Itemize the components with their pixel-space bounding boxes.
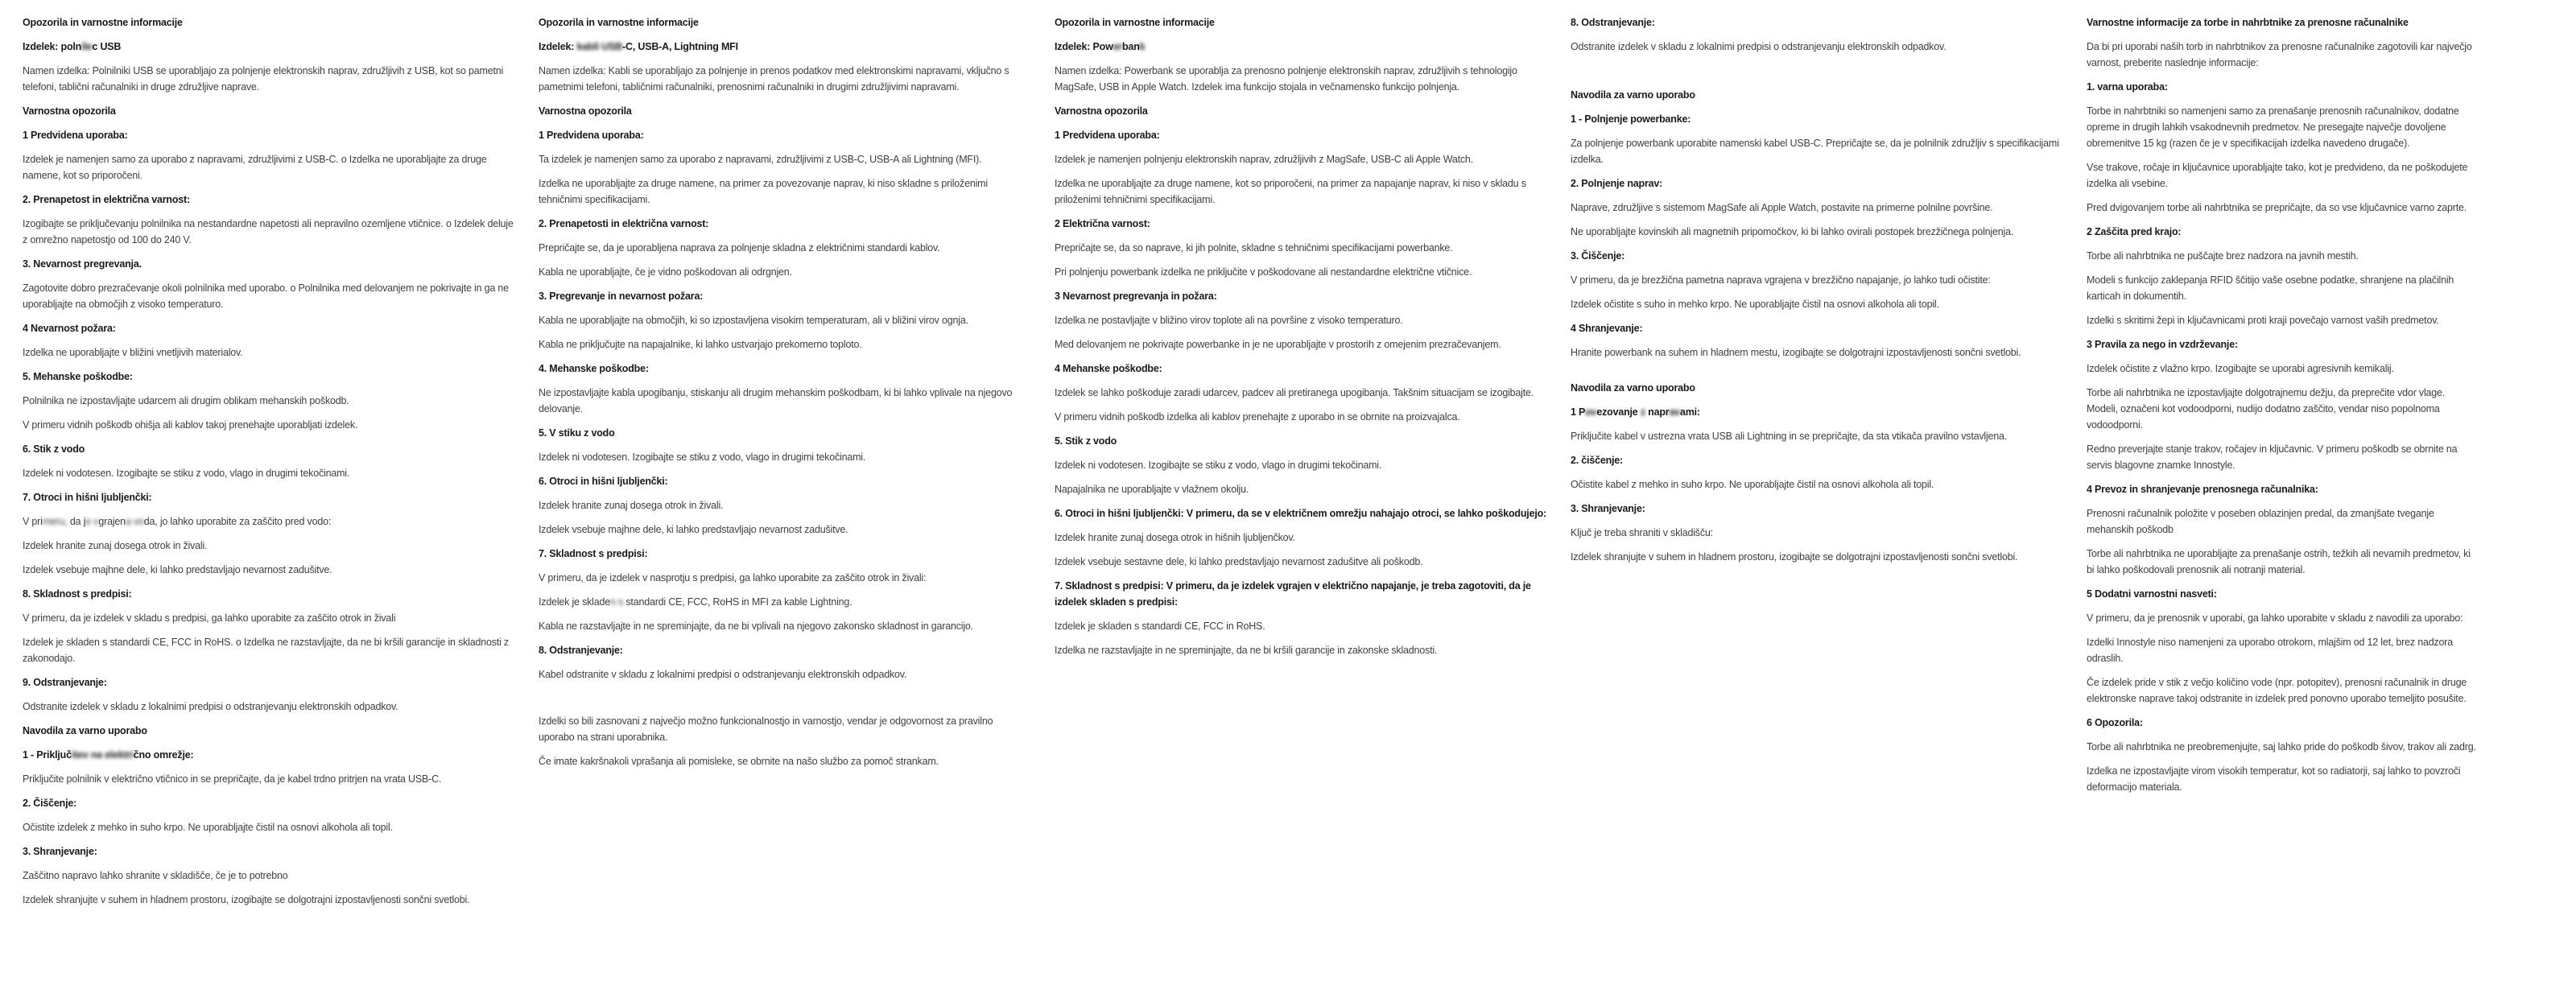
paragraph: Izdelek je namenjen samo za uporabo z napravami, združljivimi z USB-C. o Izdelka ne uporabljajte za druge namene, kot so priporočeni. — [23, 154, 487, 181]
section-heading: 4 Nevarnost požara: — [23, 323, 116, 334]
text-segment: ezovanje — [1596, 406, 1641, 418]
section-heading: 2. Prenapetost in električna varnost: — [23, 194, 190, 205]
paragraph: Namen izdelka: Kabli se uporabljajo za polnjenje in prenos podatkov med elektronskimi napravami, vključno s pametnimi telefoni, tabličnimi računalniki, prenosnimi računalniki in drugimi združljivimi napravami. — [539, 65, 1009, 93]
blurred-text-segment: er — [1113, 41, 1123, 52]
paragraph: V primeru vidnih poškodb ohišja ali kablov takoj prenehajte uporabljati izdelek. — [23, 419, 358, 431]
section-heading: Varnostna opozorila — [539, 105, 632, 117]
paragraph — [539, 594, 1031, 610]
section-heading: 8. Skladnost s predpisi: — [23, 588, 132, 600]
paragraph: Izogibajte se priključevanju polnilnika na nestandardne napetosti ali nepravilno ozemljene vtičnice. o Izdelek deluje z omrežno napetostjo od 100 do 240 V. — [23, 218, 514, 245]
paragraph: Izdelek shranjujte v suhem in hladnem prostoru, izogibajte se dolgotrajni izpostavljenosti sončni svetlobi. — [1571, 551, 2018, 563]
paragraph: Kabel odstranite v skladu z lokalnimi predpisi o odstranjevanju elektronskih odpadkov. — [539, 669, 907, 680]
paragraph: Če imate kakršnakoli vprašanja ali pomisleke, se obrnite na našo službo za pomoč strankam. — [539, 756, 939, 767]
section-heading: 3. Čiščenje: — [1571, 250, 1625, 262]
section-heading: 2 Zaščita pred krajo: — [2087, 226, 2182, 237]
paragraph: Očistite kabel z mehko in suho krpo. Ne uporabljajte čistil na osnovi alkohola ali topil. — [1571, 479, 1934, 490]
paragraph: Priključite polnilnik v električno vtičnico in se prepričajte, da je kabel trdno pritrjen na vrata USB-C. — [23, 773, 442, 785]
paragraph: V primeru, da je izdelek v nasprotju s predpisi, ga lahko uporabite za zaščito otrok in živali: — [539, 572, 927, 583]
section-heading: Navodila za varno uporabo — [1571, 382, 1695, 394]
paragraph: Redno preverjajte stanje trakov, ročajev in ključavnic. V primeru poškodb se obrnite na servis blagovne znamke Innostyle. — [2087, 443, 2458, 471]
section-heading: 3 Pravila za nego in vzdrževanje: — [2087, 339, 2238, 350]
section-heading — [1571, 404, 2063, 420]
section-heading: 2. čiščenje: — [1571, 455, 1624, 466]
paragraph: Kabla ne uporabljajte na območjih, ki so izpostavljena visokim temperaturam, ali v bližini virov ognja. — [539, 315, 968, 326]
paragraph: Prepričajte se, da so naprave, ki jih polnite, skladne s tehničnimi specifikacijami powerbanke. — [1055, 242, 1453, 254]
paragraph: Za polnjenje powerbank uporabite namenski kabel USB-C. Prepričajte se, da je polnilnik združljiv s specifikacijami izdelka. — [1571, 138, 2059, 165]
section-heading: 1 Predvidena uporaba: — [539, 130, 644, 141]
paragraph: Izdelka ne uporabljajte v bližini vnetljivih materialov. — [23, 347, 243, 358]
paragraph: Izdelek shranjujte v suhem in hladnem prostoru, izogibajte se dolgotrajni izpostavljenosti sončni svetlobi. — [23, 894, 470, 905]
text-segment: -C, USB-A, Lightning MFI — [622, 41, 738, 52]
paragraph: Naprave, združljive s sistemom MagSafe ali Apple Watch, postavite na primerne polnilne površine. — [1571, 202, 1993, 213]
section-heading: 5. Stik z vodo — [1055, 435, 1117, 447]
paragraph: Izdelka ne uporabljajte za druge namene, kot so priporočeni, na primer za napajanje naprav, ki niso v skladu s priloženimi tehničnimi specifikacijami. — [1055, 178, 1526, 205]
paragraph: Zaščitno napravo lahko shranite v skladišče, če je to potrebno — [23, 870, 288, 881]
section-heading: 2. Polnjenje naprav: — [1571, 178, 1663, 189]
paragraph: Ne uporabljajte kovinskih ali magnetnih pripomočkov, ki bi lahko ovirali postopek brezžičnega polnjenja. — [1571, 226, 2014, 237]
paragraph: Izdelek očistite s suho in mehko krpo. Ne uporabljajte čistil na osnovi alkohola ali topil. — [1571, 299, 1939, 310]
blurred-text-segment: ile — [81, 41, 93, 52]
section-heading: Varnostna opozorila — [23, 105, 116, 117]
section-heading: 3. Shranjevanje: — [23, 846, 97, 857]
paragraph: Izdelek je namenjen polnjenju elektronskih naprav, združljivih z MagSafe, USB-C ali Apple Watch. — [1055, 154, 1473, 165]
paragraph: Polnilnika ne izpostavljajte udarcem ali drugim oblikam mehanskih poškodb. — [23, 395, 349, 406]
spacer — [539, 691, 1031, 705]
paragraph: Izdelek ni vodotesen. Izogibajte se stiku z vodo, vlago in drugimi tekočinami. — [539, 451, 866, 463]
section-heading: 9. Odstranjevanje: — [23, 677, 107, 688]
paragraph: Izdelek očistite z vlažno krpo. Izogibajte se uporabi agresivnih kemikalij. — [2087, 363, 2394, 374]
paragraph: Izdelki s skritimi žepi in ključavnicami proti kraji povečajo varnost vaših predmetov. — [2087, 315, 2439, 326]
paragraph: Prenosni računalnik položite v poseben oblazinjen predal, da zmanjšate tveganje mehanskih poškodb — [2087, 508, 2434, 535]
section-heading: 6. Stik z vodo — [23, 443, 85, 455]
paragraph: Izdelek vsebuje sestavne dele, ki lahko predstavljajo nevarnost zadušitve ali poškodb. — [1055, 556, 1423, 567]
section-heading: 5 Dodatni varnostni nasveti: — [2087, 588, 2217, 600]
section-heading: 3. Pregrevanje in nevarnost požara: — [539, 291, 704, 302]
section-heading: 7. Otroci in hišni ljubljenčki: — [23, 492, 152, 503]
paragraph: Namen izdelka: Powerbank se uporablja za prenosno polnjenje elektronskih naprav, združljivih s tehnologijo MagSafe, USB in Apple Watch. Izdelek ima funkcijo stojala in večnamensko funkcijo polnjenja. — [1055, 65, 1517, 93]
paragraph: Med delovanjem ne pokrivajte powerbanke in je ne uporabljajte v prostorih z omejenim prezračevanjem. — [1055, 339, 1501, 350]
paragraph: Izdelek se lahko poškoduje zaradi udarcev, padcev ali pretiranega upogibanja. Takšnim situacijam se izogibajte. — [1055, 387, 1534, 398]
section-heading: Navodila za varno uporabo — [1571, 89, 1695, 101]
paragraph: Kabla ne razstavljajte in ne spreminjajte, da ne bi vplivali na njegovo zakonsko skladnost in garancijo. — [539, 621, 973, 632]
text-segment: V pri — [23, 516, 43, 527]
paragraph: Izdelek hranite zunaj dosega otrok in živali. — [539, 500, 724, 511]
section-heading: Opozorila in varnostne informacije — [1055, 17, 1215, 28]
blurred-text-segment: itev na elektri — [71, 749, 134, 761]
text-segment: 1 - Priključ — [23, 749, 72, 761]
blurred-text-segment: z — [1640, 406, 1645, 418]
section-heading: 4 Shranjevanje: — [1571, 323, 1643, 334]
paragraph: Izdelki so bili zasnovani z največjo možno funkcionalnostjo in varnostjo, vendar je odgovornost za pravilno uporabo na strani uporabnika. — [539, 715, 993, 743]
text-segment: c USB — [92, 41, 122, 52]
section-heading: 2. Čiščenje: — [23, 798, 77, 809]
paragraph: Ključ je treba shraniti v skladišču: — [1571, 527, 1713, 538]
section-heading: 1. varna uporaba: — [2087, 81, 2168, 93]
paragraph: Torbe ali nahrbtnika ne izpostavljajte dolgotrajnemu dežju, da preprečite vdor vlage. Modeli, označeni kot vodoodporni, nudijo dodatno zaščito, vendar niso popolnoma vodoodporni. — [2087, 387, 2446, 431]
paragraph: Pri polnjenju powerbank izdelka ne priključite v poškodovane ali nestandardne električne vtičnice. — [1055, 266, 1472, 278]
section-heading: 6. Otroci in hišni ljubljenčki: — [539, 476, 668, 487]
paragraph: Priključite kabel v ustrezna vrata USB ali Lightning in se prepričajte, da sta vtikača pravilno vstavljena. — [1571, 431, 2008, 442]
section-heading: 3. Nevarnost pregrevanja. — [23, 258, 142, 270]
paragraph: Izdelek vsebuje majhne dele, ki lahko predstavljajo nevarnost zadušitve. — [539, 524, 848, 535]
paragraph: Hranite powerbank na suhem in hladnem mestu, izogibajte se dolgotrajni izpostavljenosti sončni svetlobi. — [1571, 347, 2021, 358]
text-segment: napr — [1645, 406, 1670, 418]
text-segment: grajen — [98, 516, 126, 527]
column-cables-warnings — [539, 6, 1031, 777]
section-heading: 4 Mehanske poškodbe: — [1055, 363, 1162, 374]
spacer — [1571, 63, 2063, 79]
section-heading: 8. Odstranjevanje: — [539, 645, 623, 656]
blurred-text-segment: ov — [1585, 406, 1597, 418]
paragraph: Kabla ne uporabljajte, če je vidno poškodovan ali odrgnjen. — [539, 266, 792, 278]
paragraph: Prepričajte se, da je uporabljena naprava za polnjenje skladna z električnimi standardi kablov. — [539, 242, 940, 254]
column-laptop-bags-safety — [2087, 6, 2477, 803]
paragraph: V primeru vidnih poškodb izdelka ali kablov prenehajte z uporabo in se obrnite na proizvajalca. — [1055, 411, 1460, 423]
text-segment: Izdelek: Pow — [1055, 41, 1113, 52]
spacer — [1571, 369, 2063, 372]
text-segment: 1 P — [1571, 406, 1586, 418]
text-segment: ban — [1122, 41, 1140, 52]
text-segment: standardi CE, FCC, RoHS in MFI za kable Lightning. — [623, 596, 852, 608]
blurred-text-segment: n s — [610, 596, 624, 608]
paragraph: Vse trakove, ročaje in ključavnice uporabljajte tako, kot je predvideno, da ne poškodujete izdelka ali vsebine. — [2087, 162, 2468, 189]
blurred-text-segment: k — [1139, 41, 1146, 52]
paragraph — [23, 513, 515, 530]
section-heading: 3. Shranjevanje: — [1571, 503, 1645, 514]
section-heading: Navodila za varno uporabo — [23, 725, 147, 736]
paragraph: Torbe ali nahrbtnika ne uporabljajte za prenašanje ostrih, težkih ali nevarnih predmetov, ki bi lahko poškodovali prenosnik ali notranji material. — [2087, 548, 2471, 575]
blurred-text-segment: meru, — [42, 516, 68, 527]
section-heading — [23, 747, 515, 763]
paragraph: Zagotovite dobro prezračevanje okoli polnilnika med uporabo. o Polnilnika med delovanjem ne pokrivajte in ga ne uporabljajte na območjih z visoko temperaturo. — [23, 282, 509, 310]
paragraph: Torbe ali nahrbtnika ne preobremenjujte, saj lahko pride do poškodb šivov, trakov ali zadrg. — [2087, 741, 2476, 752]
paragraph: Izdelka ne razstavljajte in ne spreminjajte, da ne bi kršili garancije in zakonske skladnosti. — [1055, 645, 1438, 656]
section-heading — [1055, 39, 1547, 55]
paragraph: Izdelka ne postavljajte v bližino virov toplote ali na površine z visoko temperaturo. — [1055, 315, 1403, 326]
section-heading: Opozorila in varnostne informacije — [539, 17, 699, 28]
text-segment: da, jo lahko uporabite za zaščito pred vodo: — [143, 516, 332, 527]
paragraph: Izdelek ni vodotesen. Izogibajte se stiku z vodo, vlago in drugimi tekočinami. — [23, 468, 350, 479]
section-heading — [23, 39, 515, 55]
blurred-text-segment: av — [1669, 406, 1680, 418]
text-segment: Izdelek je sklade — [539, 596, 611, 608]
section-heading: 3 Nevarnost pregrevanja in požara: — [1055, 291, 1217, 302]
paragraph: Ta izdelek je namenjen samo za uporabo z napravami, združljivimi z USB-C, USB-A ali Lightning (MFI). — [539, 154, 982, 165]
section-heading: 2. Prenapetosti in električna varnost: — [539, 218, 709, 229]
paragraph: Izdelek vsebuje majhne dele, ki lahko predstavljajo nevarnost zadušitve. — [23, 564, 332, 575]
section-heading: 1 - Polnjenje powerbanke: — [1571, 113, 1691, 125]
text-segment: čno omrežje: — [133, 749, 194, 761]
paragraph: Izdelek je skladen s standardi CE, FCC in RoHS. o Izdelka ne razstavljajte, da ne bi kršili garancije in skladnosti z zakonodajo. — [23, 637, 509, 664]
paragraph: Očistite izdelek z mehko in suho krpo. Ne uporabljajte čistil na osnovi alkohola ali topil. — [23, 822, 393, 833]
section-heading: Varnostna opozorila — [1055, 105, 1148, 117]
section-heading: 4. Mehanske poškodbe: — [539, 363, 649, 374]
blurred-text-segment: kabli USB — [576, 41, 623, 52]
paragraph: Če izdelek pride v stik z večjo količino vode (npr. potopitev), prenosni računalnik in druge elektronske naprave takoj odstranite in izdelek pred ponovno uporabo temeljito posušite. — [2087, 677, 2467, 704]
paragraph: Izdelka ne izpostavljajte virom visokih temperatur, kot so radiatorji, saj lahko to povzroči deformacijo materiala. — [2087, 765, 2461, 793]
section-heading: 4 Prevoz in shranjevanje prenosnega računalnika: — [2087, 484, 2318, 495]
paragraph: Ne izpostavljajte kabla upogibanju, stiskanju ali drugim mehanskim poškodbam, ki bi lahko vplivale na njegovo delovanje. — [539, 387, 1013, 414]
section-heading: 5. Mehanske poškodbe: — [23, 371, 133, 382]
column-powerbank-instructions — [1571, 6, 2063, 573]
paragraph: Kabla ne priključujte na napajalnike, ki lahko ustvarjajo prekomerno toploto. — [539, 339, 862, 350]
section-heading: 5. V stiku z vodo — [539, 427, 615, 439]
section-heading: 7. Skladnost s predpisi: V primeru, da je izdelek vgrajen v električno napajanje, je treba zagotoviti, da je izdelek skladen s predpisi: — [1055, 580, 1531, 608]
blurred-text-segment: e v — [85, 516, 99, 527]
paragraph: V primeru, da je brezžična pametna naprava vgrajena v brezžično napajanje, jo lahko tudi očistite: — [1571, 274, 1991, 286]
paragraph: Da bi pri uporabi naših torb in nahrbtnikov za prenosne računalnike zagotovili kar največjo varnost, preberite naslednje informacije: — [2087, 41, 2472, 68]
paragraph: Izdelek ni vodotesen. Izogibajte se stiku z vodo, vlago in drugimi tekočinami. — [1055, 460, 1382, 471]
text-segment: da j — [67, 516, 86, 527]
column-usb-charger-warnings — [23, 6, 515, 916]
paragraph: V primeru, da je izdelek v skladu s predpisi, ga lahko uporabite za zaščito otrok in živali — [23, 612, 396, 624]
paragraph: Torbe ali nahrbtnika ne puščajte brez nadzora na javnih mestih. — [2087, 250, 2359, 262]
section-heading: 1 Predvidena uporaba: — [1055, 130, 1160, 141]
text-segment: ami: — [1679, 406, 1700, 418]
section-heading: 1 Predvidena uporaba: — [23, 130, 128, 141]
section-heading: 6. Otroci in hišni ljubljenčki: V primeru, da se v električnem omrežju nahajajo otroci, se lahko poškodujejo: — [1055, 508, 1547, 519]
section-heading — [539, 39, 1031, 55]
paragraph: Pred dvigovanjem torbe ali nahrbtnika se prepričajte, da so vse ključavnice varno zaprte. — [2087, 202, 2467, 213]
paragraph: Izdelka ne uporabljajte za druge namene, na primer za povezovanje naprav, ki niso skladne s priloženimi tehničnimi specifikacijami. — [539, 178, 988, 205]
section-heading: 7. Skladnost s predpisi: — [539, 548, 648, 559]
paragraph: Odstranite izdelek v skladu z lokalnimi predpisi o odstranjevanju elektronskih odpadkov. — [1571, 41, 1946, 52]
paragraph: Napajalnika ne uporabljajte v vlažnem okolju. — [1055, 484, 1249, 495]
column-powerbank-warnings — [1055, 6, 1547, 666]
paragraph: Torbe in nahrbtniki so namenjeni samo za prenašanje prenosnih računalnikov, dodatne opreme in drugih lahkih vsakodnevnih predmetov. Ne presegajte največje dovoljene obremenitve 15 kg (razen če je v specifikacijah izdelka navedeno drugače). — [2087, 105, 2459, 149]
paragraph: Odstranite izdelek v skladu z lokalnimi predpisi o odstranjevanju elektronskih odpadkov. — [23, 701, 398, 712]
paragraph: Izdelki Innostyle niso namenjeni za uporabo otrokom, mlajšim od 12 let, brez nadzora odraslih. — [2087, 637, 2453, 664]
paragraph: V primeru, da je prenosnik v uporabi, ga lahko uporabite v skladu z navodili za uporabo: — [2087, 612, 2463, 624]
section-heading: 6 Opozorila: — [2087, 717, 2143, 728]
section-heading: Varnostne informacije za torbe in nahrbtnike za prenosne računalnike — [2087, 17, 2409, 28]
paragraph: Namen izdelka: Polnilniki USB se uporabljajo za polnjenje elektronskih naprav, združljivih z USB, kot so pametni telefoni, tablični računalniki in druge združljive naprave. — [23, 65, 504, 93]
paragraph: Izdelek je skladen s standardi CE, FCC in RoHS. — [1055, 621, 1265, 632]
paragraph: Izdelek hranite zunaj dosega otrok in živali. — [23, 540, 208, 551]
paragraph: Izdelek hranite zunaj dosega otrok in hišnih ljubljenčkov. — [1055, 532, 1295, 543]
text-segment: Izdelek: — [539, 41, 577, 52]
paragraph: Modeli s funkcijo zaklepanja RFID ščitijo vaše osebne podatke, shranjene na plačilnih karticah in dokumentih. — [2087, 274, 2454, 302]
blurred-text-segment: a vo — [125, 516, 144, 527]
text-segment: Izdelek: poln — [23, 41, 82, 52]
section-heading: 8. Odstranjevanje: — [1571, 17, 1655, 28]
section-heading: 2 Električna varnost: — [1055, 218, 1150, 229]
section-heading: Opozorila in varnostne informacije — [23, 17, 183, 28]
